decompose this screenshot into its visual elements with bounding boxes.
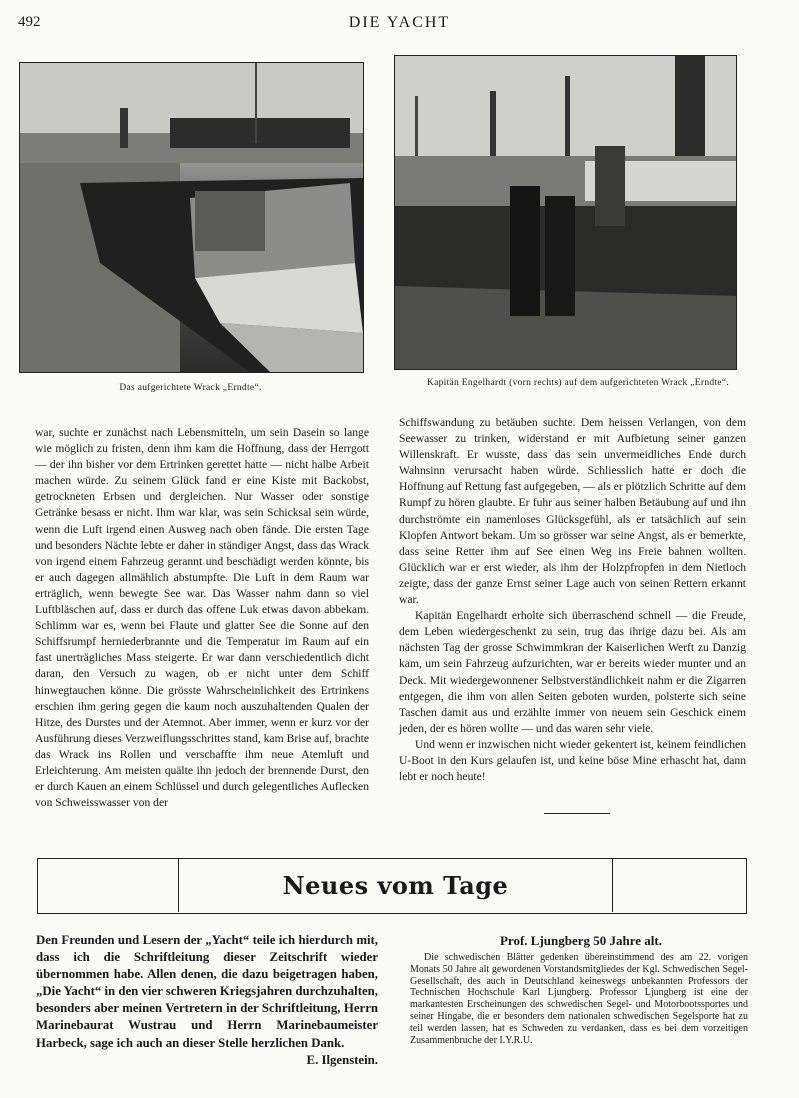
section-banner: [37, 858, 747, 914]
article-paragraph: Schiffswandung zu betäuben suchte. Dem heissen Verlangen, von dem Seewasser zu trinken, widerstand er mit Aufbietung seiner ganzen Willenskraft. Er wusste, dass das sein unvermeidliches Ende durch Wahnsinn verursacht haben würde. Schliesslich hatte er doch die Hoffnung auf Rettung fast aufgegeben, — als er plötzlich Schritte auf dem Rumpf zu hören glaubte. Er fuhr aus seiner halben Betäubung auf und ihn durchströmte ein namenloses Glücksgefühl, als er tatsächlich auf sein Klopfen Antwort bekam. Um so grösser war seine Angst, als er bemerkte, dass seine Retter ihm auf See einen Weg ins Freie bahnen wollten. Glücklich war er erst wieder, als ihm der Holzpfropfen in dem Nietloch zeigte, dass der ganze Ernst seiner Lage auch von seinen Rettern erkannt war.: [399, 416, 746, 607]
news-heading: Prof. Ljungberg 50 Jahre alt.: [499, 933, 662, 948]
news-text: Die schwedischen Blätter gedenken übereinstimmend des am 22. vorigen Monats 50 Jahre alt gewordenen Vorstandsmitgliedes der Kgl. Schwedischen Segel-Gesellschaft, des auch in Deutschland keineswegs unbekannten Professors der Technischen Hochschule Karl Ljungberg. Professor Ljungberg ist eine der markantesten Erscheinungen des schwedischen Segel- und Motorbootssportes und seiner Hingabe, die er besonders dem nationalen schwedischen Segelsporte hat zu teil werden lassen, hat es Schweden zu verdanken, dass es bei dem vorzeitigen Zusammenbruche der I.Y.R.U.: [410, 952, 748, 1046]
page-number: 492: [18, 14, 41, 30]
photo-wreck-caption: Das aufgerichtete Wrack „Erndte“.: [119, 383, 262, 393]
article-paragraph: Und wenn er inzwischen nicht wieder gekentert ist, keinem feindlichen U-Boot in den Kurs gelaufen ist, und keine böse Mine erhascht hat, dann lebt er noch heute!: [399, 737, 746, 784]
editor-signature: E. Ilgenstein.: [306, 1052, 378, 1067]
photo-wreck: [19, 62, 364, 373]
article-left-column: [35, 425, 369, 811]
editor-notice-text: Den Freunden und Lesern der „Yacht“ teile ich hierdurch mit, dass ich die Schriftleitung dieser Zeitschrift wieder übernommen habe. Allen denen, die dazu beigetragen haben, „Die Yacht“ in den vier schweren Kriegsjahren durchzuhalten, besonders aber meinen Vertretern in der Schriftleitung, Herrn Marinebaurat Wustrau und Herrn Marinebaumeister Harbeck, sage ich auch an dieser Stelle herzlichen Dank.: [36, 933, 378, 1050]
article-paragraph: war, suchte er zunächst nach Lebensmitteln, um sein Dasein so lange wie möglich zu fristen, denn ihm kam die Hoffnung, dass der Herrgott — der ihn bisher vor dem Ertrinken gerettet hatte — nicht halbe Arbeit machen würde. Zu seinem Glück fand er eine Kiste mit Backobst, getrockneten Erbsen und dergleichen. Nur Wasser oder sonstige Getränke besass er nicht. Ihm war klar, was sein Schicksal sein würde, wenn die Luft irgend einen Ausweg nach oben fände. Die ersten Tage und besonders Nächte lebte er daher in ständiger Angst, dass das Wrack von irgend einem Fahrzeug gerannt und beschädigt werden könnte, bis er auch dagegen allmählich abstumpfte. Die Luft in dem Raum war erträglich, wenn bewegte See war. Das Wasser nahm dann so viel Luftbläschen auf, dass er durch das offene Luk etwas davon abbekam. Schlimm war es, wenn bei Flaute und glatter See die Sonne auf den Schiffsrumpf herniederbrannte und die Temperatur im Raum auf ein fast unerträgliches Mass steigerte. Er war dann verschiedentlich dicht daran, den Versuch zu wagen, ob er nicht unter dem Schiff hinwegtauchen könne. Die grösste Wahrscheinlichkeit des Ertrinkens erschien ihm gering gegen die kaum noch auszuhaltenden Qualen der Hitze, des Durstes und der Atemnot. Aber immer, wenn er kurz vor der Ausführung dieses Verzweiflungsschrittes stand, kam Brise auf, brachte das Wrack ins Rollen und verschaffte ihm neue Atemluft und Erleichterung. Am meisten quälte ihn jedoch der brennende Durst, den er durch Kauen an einem Schlüssel und durch gelegentliches Auflecken von Schweisswasser von der: [35, 426, 369, 810]
article-paragraph: Kapitän Engelhardt erholte sich überraschend schnell — die Freude, dem Leben wiedergeschenkt zu sein, trug das ihrige dazu bei. Als am nächsten Tag der grosse Schwimmkran der Kaiserlichen Werft zu Danzig kam, um sein Fahrzeug aufzurichten, war er bereits wieder munter und an Deck. Mit wiedergewonnener Selbstverständlichkeit nahm er die Zigarren entgegen, die ihm von allen Seiten geboten wurden, polsterte sich seine Taschen damit aus und erzählte immer von neuem sein Geschick einem jeden, der es hören wollte — und das waren sehr viele.: [399, 609, 746, 735]
photo-captain-caption: Kapitän Engelhardt (vorn rechts) auf dem aufgerichteten Wrack „Erndte“.: [426, 378, 730, 388]
article-right-column: [399, 415, 746, 785]
photo-captain: [394, 55, 737, 370]
wreck-photo-image: [20, 63, 363, 372]
section-banner-frame: [178, 859, 613, 912]
page-header-title: DIE YACHT: [348, 14, 451, 31]
editor-notice: [36, 932, 378, 1069]
section-title: Neues vom Tage: [282, 871, 509, 900]
article-end-rule: [544, 813, 610, 814]
captain-photo-image: [395, 56, 736, 369]
